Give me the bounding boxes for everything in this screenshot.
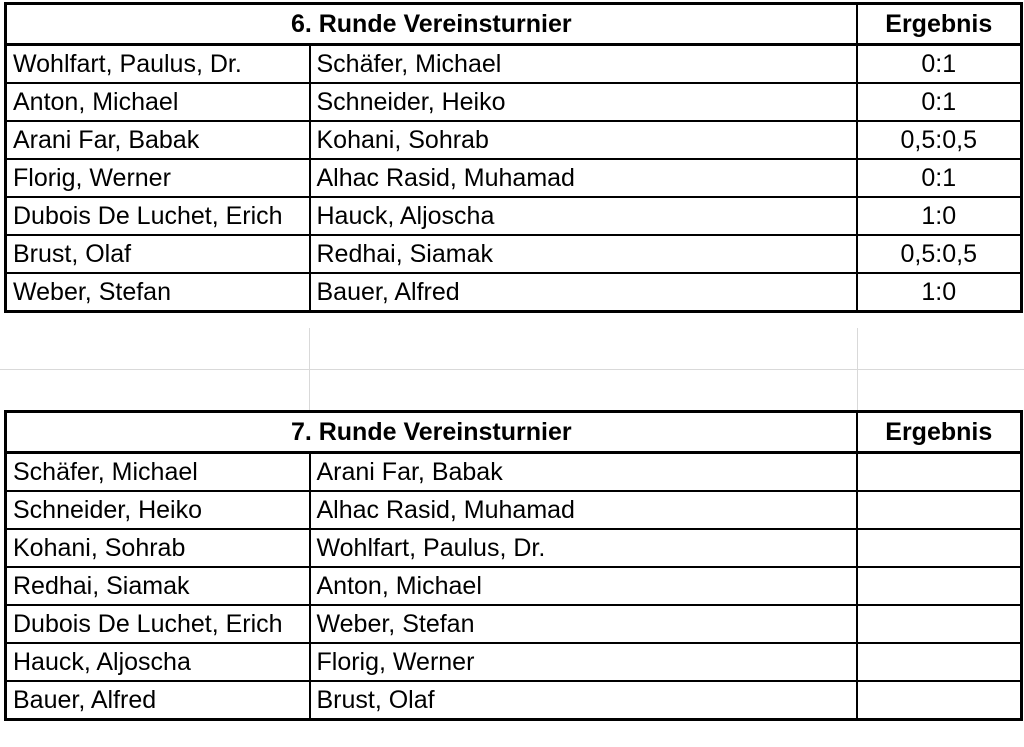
result-cell[interactable]: [857, 529, 1022, 567]
black-player-cell[interactable]: Redhai, Siamak: [310, 235, 857, 273]
round-title[interactable]: 6. Runde Vereinsturnier: [6, 4, 857, 45]
table-header-row: [6, 4, 1022, 45]
white-player-cell[interactable]: Weber, Stefan: [6, 273, 310, 312]
black-player-cell[interactable]: Alhac Rasid, Muhamad: [310, 491, 857, 529]
white-player-cell[interactable]: Hauck, Aljoscha: [6, 643, 310, 681]
table-row: [6, 605, 1022, 643]
result-cell[interactable]: 0,5:0,5: [857, 121, 1022, 159]
black-player-cell[interactable]: Arani Far, Babak: [310, 453, 857, 492]
white-player-cell[interactable]: Anton, Michael: [6, 83, 310, 121]
black-player-cell[interactable]: Kohani, Sohrab: [310, 121, 857, 159]
round-6-table: [4, 2, 1023, 313]
black-player-cell[interactable]: Brust, Olaf: [310, 681, 857, 720]
white-player-cell[interactable]: Dubois De Luchet, Erich: [6, 197, 310, 235]
black-player-cell[interactable]: Schneider, Heiko: [310, 83, 857, 121]
result-cell[interactable]: 0:1: [857, 83, 1022, 121]
result-cell[interactable]: [857, 567, 1022, 605]
result-cell[interactable]: 1:0: [857, 197, 1022, 235]
result-header[interactable]: Ergebnis: [857, 4, 1022, 45]
white-player-cell[interactable]: Arani Far, Babak: [6, 121, 310, 159]
white-player-cell[interactable]: Kohani, Sohrab: [6, 529, 310, 567]
black-player-cell[interactable]: Weber, Stefan: [310, 605, 857, 643]
result-cell[interactable]: 0:1: [857, 159, 1022, 197]
black-player-cell[interactable]: Schäfer, Michael: [310, 45, 857, 84]
result-cell[interactable]: 1:0: [857, 273, 1022, 312]
round-7-table: [4, 410, 1023, 721]
white-player-cell[interactable]: Dubois De Luchet, Erich: [6, 605, 310, 643]
black-player-cell[interactable]: Wohlfart, Paulus, Dr.: [310, 529, 857, 567]
table-row: [6, 197, 1022, 235]
table-row: [6, 121, 1022, 159]
black-player-cell[interactable]: Bauer, Alfred: [310, 273, 857, 312]
white-player-cell[interactable]: Schäfer, Michael: [6, 453, 310, 492]
table-row: [6, 45, 1022, 84]
white-player-cell[interactable]: Brust, Olaf: [6, 235, 310, 273]
result-cell[interactable]: 0,5:0,5: [857, 235, 1022, 273]
result-cell[interactable]: [857, 643, 1022, 681]
black-player-cell[interactable]: Anton, Michael: [310, 567, 857, 605]
table-row: [6, 83, 1022, 121]
round-title[interactable]: 7. Runde Vereinsturnier: [6, 412, 857, 453]
white-player-cell[interactable]: Redhai, Siamak: [6, 567, 310, 605]
spreadsheet-gridline: [0, 369, 1024, 370]
black-player-cell[interactable]: Hauck, Aljoscha: [310, 197, 857, 235]
table-row: [6, 235, 1022, 273]
table-row: [6, 273, 1022, 312]
table-row: [6, 491, 1022, 529]
table-row: [6, 453, 1022, 492]
result-cell[interactable]: [857, 453, 1022, 492]
spreadsheet-gridline: [857, 328, 858, 410]
white-player-cell[interactable]: Wohlfart, Paulus, Dr.: [6, 45, 310, 84]
white-player-cell[interactable]: Florig, Werner: [6, 159, 310, 197]
table-row: [6, 643, 1022, 681]
result-cell[interactable]: [857, 491, 1022, 529]
table-row: [6, 681, 1022, 720]
result-cell[interactable]: 0:1: [857, 45, 1022, 84]
black-player-cell[interactable]: Alhac Rasid, Muhamad: [310, 159, 857, 197]
result-header[interactable]: Ergebnis: [857, 412, 1022, 453]
white-player-cell[interactable]: Bauer, Alfred: [6, 681, 310, 720]
white-player-cell[interactable]: Schneider, Heiko: [6, 491, 310, 529]
spreadsheet-gridline: [309, 328, 310, 410]
result-cell[interactable]: [857, 605, 1022, 643]
table-row: [6, 529, 1022, 567]
black-player-cell[interactable]: Florig, Werner: [310, 643, 857, 681]
table-header-row: [6, 412, 1022, 453]
table-row: [6, 159, 1022, 197]
table-row: [6, 567, 1022, 605]
result-cell[interactable]: [857, 681, 1022, 720]
